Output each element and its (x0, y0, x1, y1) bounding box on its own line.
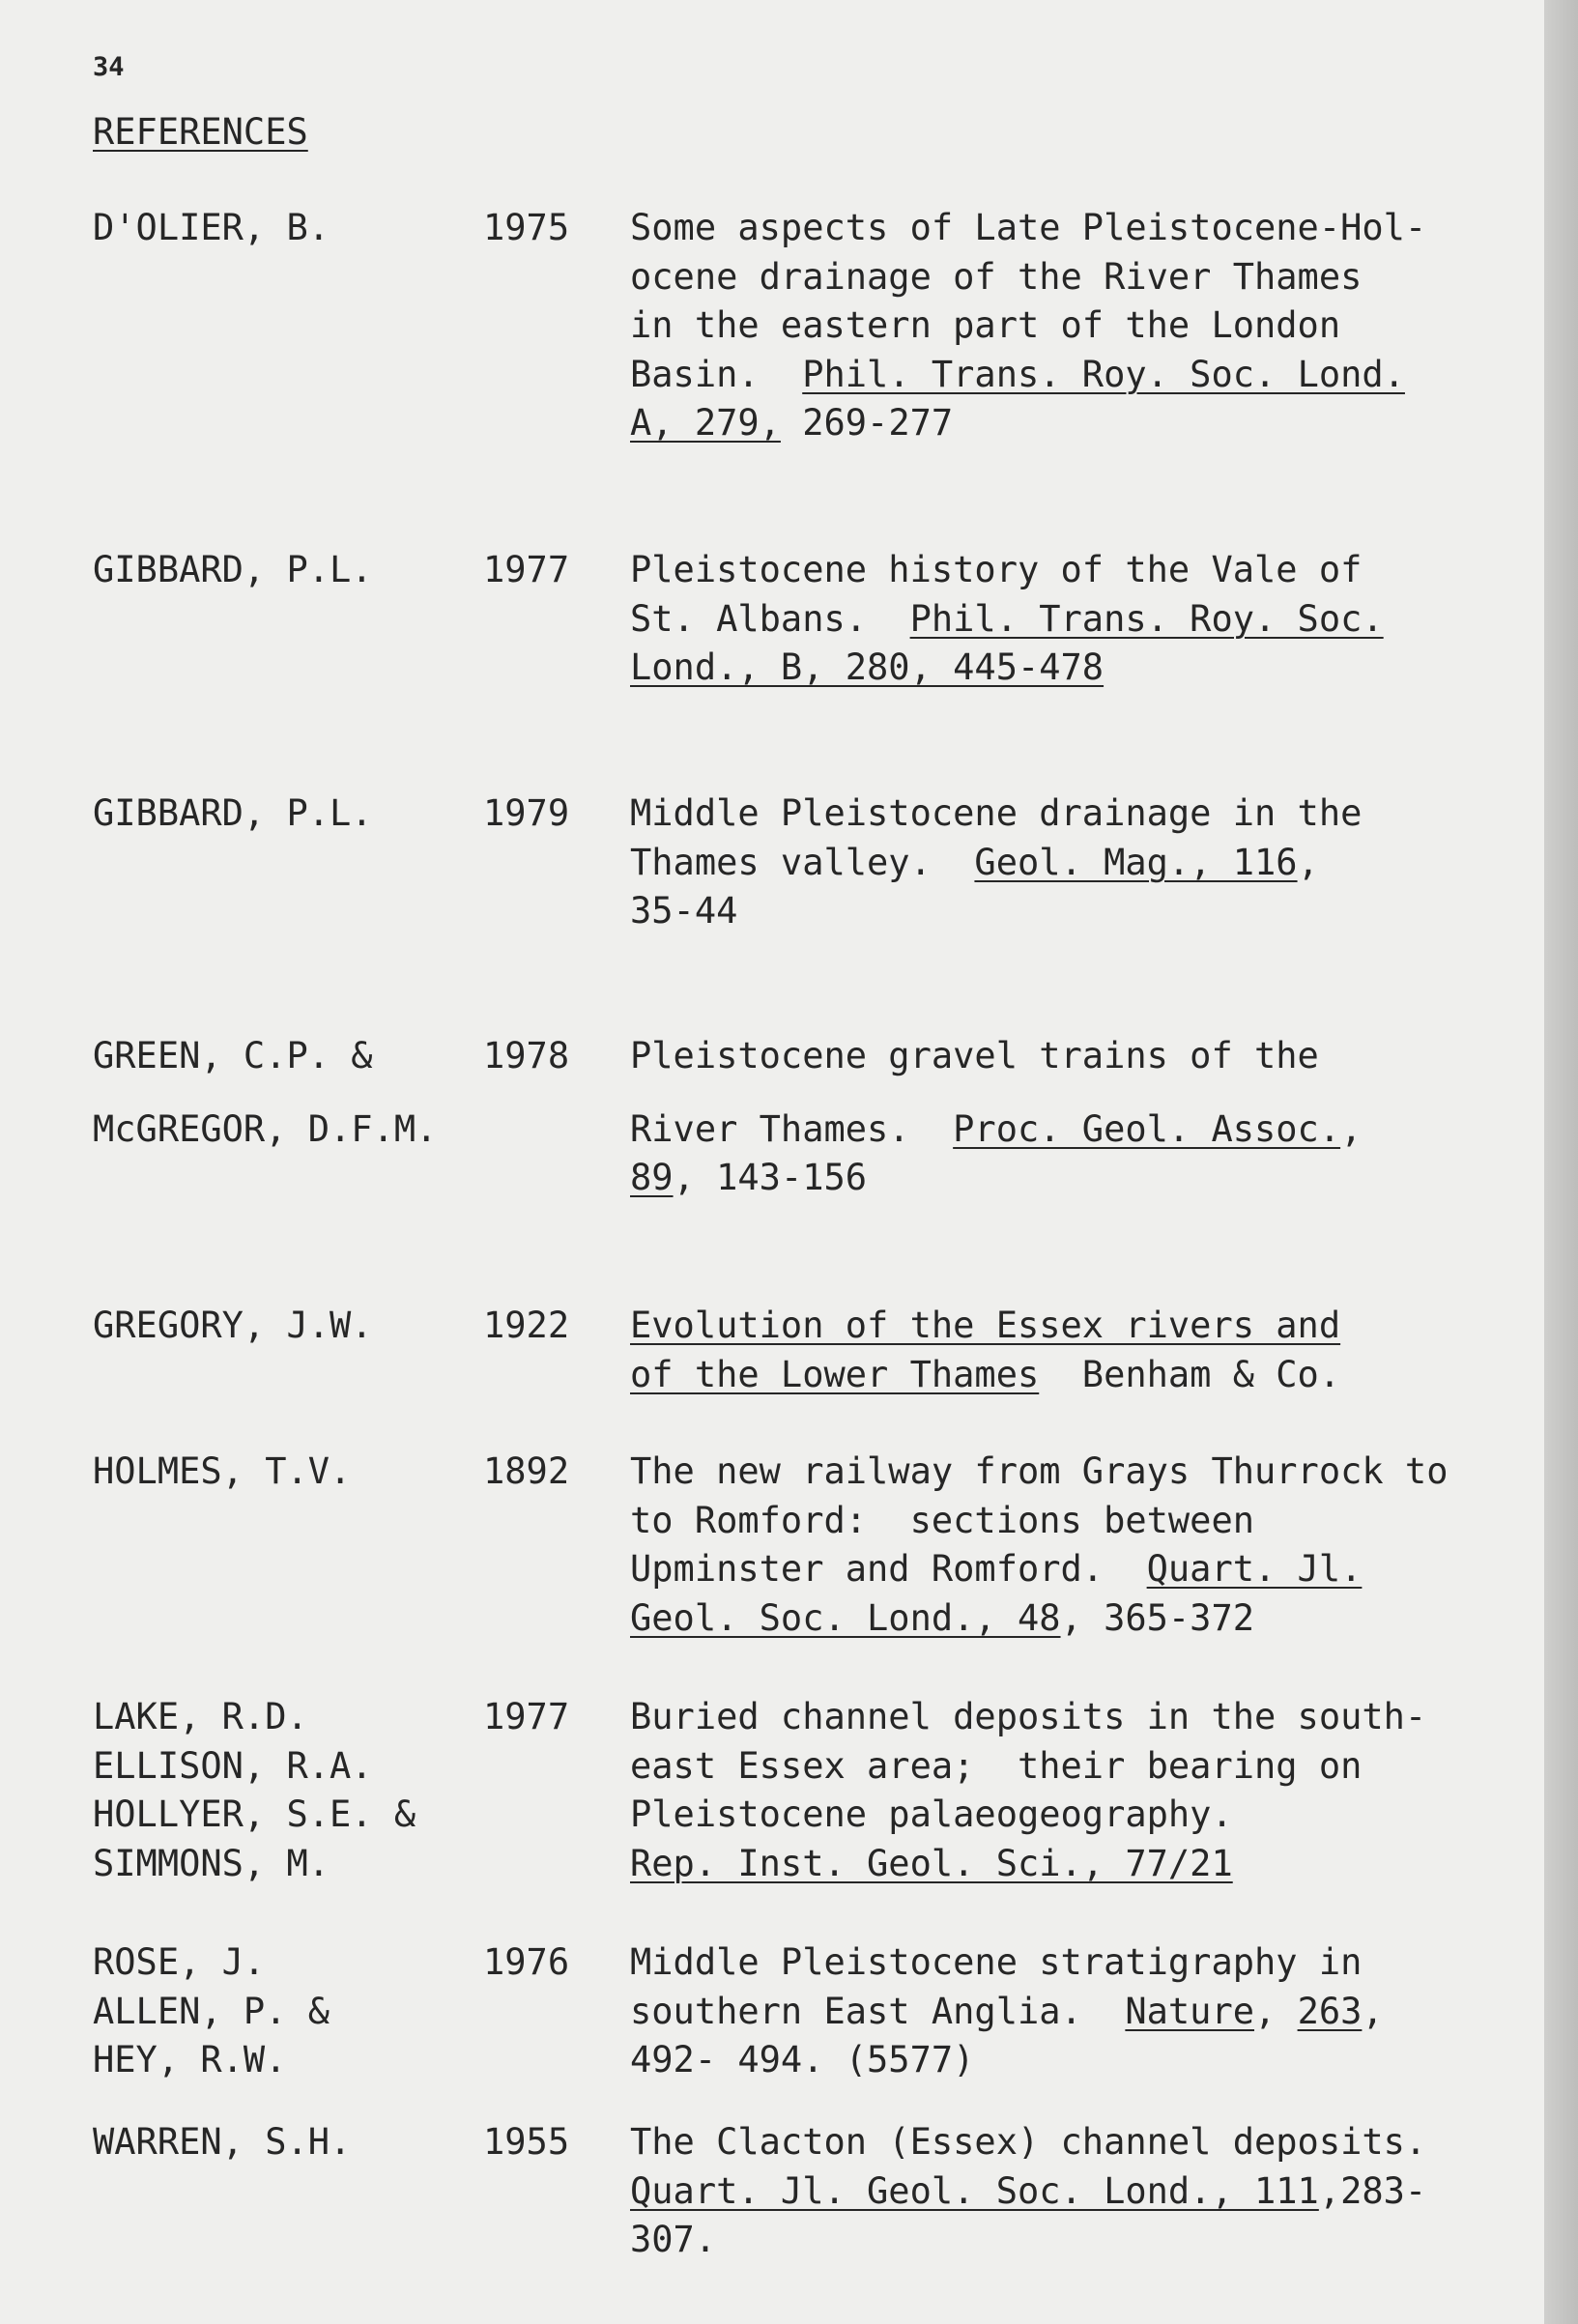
citation-text: 35-44 (630, 890, 738, 932)
citation-text: Basin. (630, 353, 803, 395)
citation-line (630, 887, 1544, 936)
citation-line (630, 1497, 1544, 1546)
reference-year: 1975 (483, 207, 570, 248)
citation-text: Some aspects of Late Pleistocene-Hol- (630, 207, 1427, 248)
reference-citation (630, 2118, 1544, 2265)
citation-line (630, 1988, 1544, 2037)
citation-line (630, 1105, 1544, 1155)
citation-text: 269-277 (780, 402, 954, 444)
reference-authors (93, 2118, 479, 2167)
citation-line (630, 1302, 1544, 1351)
citation-text: Middle Pleistocene drainage in the (630, 792, 1363, 834)
reference-author: GREGORY, J.W. (93, 1305, 373, 1346)
citation-underlined-text: of the Lower Thames (630, 1353, 1040, 1395)
citation-underlined-text: Quart. Jl. (1146, 1548, 1363, 1590)
citation-line (630, 1693, 1544, 1742)
citation-underlined-text: Rep. Inst. Geol. Sci., 77/21 (630, 1842, 1233, 1884)
reference-citation (630, 1032, 1544, 1203)
reference-author: HOLMES, T.V. (93, 1450, 352, 1492)
page-number: 34 (93, 52, 125, 82)
citation-line (630, 253, 1544, 302)
citation-underlined-text: Proc. Geol. Assoc. (953, 1107, 1341, 1150)
reference-year: 1977 (483, 1696, 570, 1737)
reference-year: 1976 (483, 1941, 570, 1983)
citation-line (630, 2167, 1544, 2217)
citation-line (630, 1032, 1544, 1081)
citation-underlined-text: Evolution of the Essex rivers and (630, 1305, 1341, 1346)
citation-line (630, 1545, 1544, 1594)
citation-line (630, 595, 1544, 645)
reference-authors (93, 546, 479, 595)
citation-text: , (1297, 841, 1319, 883)
citation-line (630, 1594, 1544, 1644)
citation-underlined-text: A, 279, (630, 402, 781, 444)
citation-line (630, 644, 1544, 693)
reference-citation (630, 1302, 1544, 1399)
citation-underlined-text: Lond., B, 280, 445-478 (630, 646, 1105, 688)
citation-text: Buried channel deposits in the south- (630, 1696, 1427, 1737)
reference-year: 1922 (483, 1305, 570, 1346)
citation-line (630, 2118, 1544, 2167)
citation-text: in the eastern part of the London (630, 304, 1341, 346)
citation-text: ocene drainage of the River Thames (630, 255, 1363, 298)
citation-text: 492- 494. (5577) (630, 2039, 975, 2080)
reference-author: LAKE, R.D. (93, 1696, 308, 1737)
citation-text: to Romford: sections between (630, 1499, 1255, 1541)
reference-authors (93, 1938, 479, 2085)
citation-line (630, 2216, 1544, 2265)
citation-line (630, 546, 1544, 595)
reference-citation (630, 1693, 1544, 1888)
citation-underlined-text: Phil. Trans. Roy. Soc. Lond. (802, 353, 1405, 395)
citation-line (630, 399, 1544, 448)
citation-line (630, 839, 1544, 888)
reference-author: WARREN, S.H. (93, 2121, 352, 2163)
citation-text: , 143-156 (673, 1157, 868, 1198)
reference-citation (630, 1448, 1544, 1643)
citation-underlined-text: Phil. Trans. Roy. Soc. (909, 597, 1384, 640)
reference-author: GIBBARD, P.L. (93, 549, 373, 590)
citation-text: , (1362, 1990, 1384, 2032)
reference-author: HEY, R.W. (93, 2039, 287, 2080)
reference-year: 1892 (483, 1450, 570, 1492)
page-edge-shadow (1544, 0, 1578, 2324)
citation-text: east Essex area; their bearing on (630, 1744, 1363, 1787)
reference-author: GIBBARD, P.L. (93, 792, 373, 834)
citation-underlined-text: 263 (1297, 1990, 1363, 2032)
reference-citation (630, 546, 1544, 693)
reference-year: 1955 (483, 2121, 570, 2163)
references-heading: REFERENCES (93, 111, 308, 153)
reference-authors (93, 204, 479, 253)
citation-text: Pleistocene gravel trains of the (630, 1035, 1319, 1076)
citation-line (630, 1938, 1544, 1988)
reference-citation (630, 1938, 1544, 2085)
reference-authors (93, 1032, 479, 1154)
citation-line (630, 301, 1544, 351)
reference-author: D'OLIER, B. (93, 207, 330, 248)
citation-text: Middle Pleistocene stratigraphy in (630, 1941, 1363, 1983)
citation-line (630, 204, 1544, 253)
reference-author: ALLEN, P. & (93, 1990, 330, 2032)
citation-text: Thames valley. (630, 841, 975, 883)
citation-line (630, 789, 1544, 839)
citation-line (630, 1351, 1544, 1400)
citation-line (630, 1448, 1544, 1497)
citation-text: The new railway from Grays Thurrock to (630, 1450, 1449, 1492)
citation-line (630, 1742, 1544, 1792)
citation-line (630, 1791, 1544, 1840)
reference-author: ROSE, J. (93, 1941, 266, 1983)
reference-year: 1978 (483, 1035, 570, 1076)
reference-authors (93, 1693, 479, 1888)
reference-author: ELLISON, R.A. (93, 1744, 373, 1787)
citation-underlined-text: Geol. Mag., 116 (974, 841, 1298, 883)
citation-text: , 365-372 (1060, 1596, 1255, 1639)
citation-text: , (1254, 1990, 1298, 2032)
reference-authors (93, 789, 479, 839)
citation-text: The Clacton (Essex) channel deposits. (630, 2121, 1427, 2163)
reference-author: HOLLYER, S.E. & (93, 1793, 416, 1835)
citation-text: Benham & Co. (1039, 1353, 1341, 1395)
citation-line (630, 1154, 1544, 1203)
citation-text: River Thames. (630, 1107, 954, 1150)
citation-text: Upminster and Romford. (630, 1548, 1147, 1590)
citation-text: St. Albans. (630, 597, 910, 640)
citation-line (630, 2036, 1544, 2085)
reference-author: SIMMONS, M. (93, 1842, 330, 1884)
citation-text: 307. (630, 2219, 717, 2260)
citation-underlined-text: Quart. Jl. Geol. Soc. Lond., 111 (630, 2169, 1319, 2212)
reference-citation (630, 204, 1544, 448)
citation-line (630, 1840, 1544, 1889)
citation-text: , (1340, 1107, 1363, 1150)
reference-citation (630, 789, 1544, 936)
reference-year: 1979 (483, 792, 570, 834)
citation-underlined-text: Nature (1125, 1990, 1255, 2032)
reference-authors (93, 1448, 479, 1497)
citation-underlined-text: 89 (630, 1157, 674, 1198)
reference-author: McGREGOR, D.F.M. (93, 1107, 438, 1150)
citation-text: Pleistocene history of the Vale of (630, 549, 1363, 590)
reference-author: GREEN, C.P. & (93, 1035, 373, 1076)
citation-text: ,283- (1318, 2169, 1427, 2212)
citation-line (630, 351, 1544, 400)
citation-text: southern East Anglia. (630, 1990, 1126, 2032)
citation-underlined-text: Geol. Soc. Lond., 48 (630, 1596, 1061, 1639)
reference-year: 1977 (483, 549, 570, 590)
reference-authors (93, 1302, 479, 1351)
citation-text: Pleistocene palaeogeography. (630, 1793, 1233, 1835)
